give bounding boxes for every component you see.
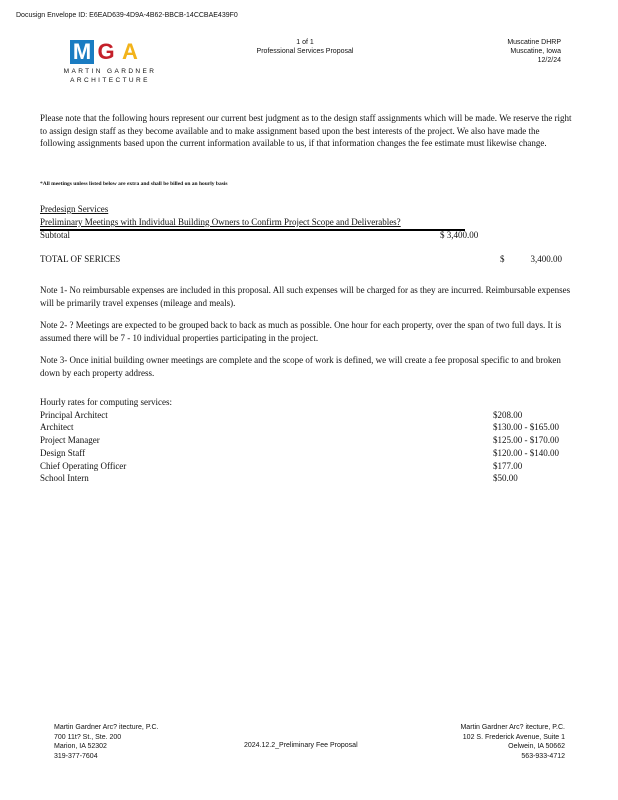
- company-logo: [55, 40, 165, 85]
- footer-left-line: 700 11t? St., Ste. 200: [54, 733, 122, 741]
- footer-left-line: Marion, IA 52302: [54, 743, 107, 750]
- rate-value: $208.00: [493, 409, 523, 420]
- divider: [40, 229, 465, 231]
- rate-role: Project Manager: [40, 435, 100, 446]
- subtotal-value: $ 3,400.00: [440, 230, 479, 240]
- intro-paragraph: Please note that the following hours represent our current best judgment as to the design staff assignments which will be made. We reserve the right to assign design staff as they become available and to make assignment based upon the best interests of the project. We also have made the following assignments based upon the current information available to us, if that information changes the fee estimate must likewise change.: [40, 113, 572, 149]
- rate-row: [40, 472, 570, 485]
- rate-row: [40, 460, 570, 473]
- rate-row: [40, 409, 570, 422]
- total-value: 3,400.00: [530, 254, 562, 264]
- rate-role: Design Staff: [40, 447, 86, 458]
- rates-table: [40, 396, 570, 485]
- rate-role: Architect: [40, 422, 74, 433]
- footer-left: [54, 723, 159, 761]
- rate-role: Principal Architect: [40, 409, 108, 420]
- total-currency: $: [500, 254, 505, 264]
- footer-left-line: 319-377-7604: [54, 752, 98, 760]
- rate-row: [40, 447, 570, 460]
- footer-right-line: Oelwein, IA 50662: [508, 743, 565, 750]
- total-label: TOTAL OF SERICES: [40, 254, 121, 264]
- note-2: Note 2- ? Meetings are expected to be grouped back to back as much as possible. One hour for each property, over the span of two full days. It is assumed there will be 7 - 10 individual properties participating in the project.: [40, 320, 562, 343]
- rate-value: $50.00: [493, 473, 518, 484]
- service-item: Preliminary Meetings with Individual Building Owners to Confirm Project Scope and Deliverables?: [40, 217, 401, 227]
- rates-heading: Hourly rates for computing services:: [40, 397, 172, 407]
- document-date: 12/2/24: [537, 57, 561, 64]
- footer-center: 2024.12.2_Preliminary Fee Proposal: [244, 742, 358, 749]
- footer-right-line: Martin Gardner Arc? itecture, P.C.: [460, 724, 565, 731]
- note-3: Note 3- Once initial building owner meetings are complete and the scope of work is defined, we will create a fee proposal specific to and broken down by each property address.: [40, 355, 561, 378]
- header-center: [200, 38, 410, 56]
- document-title: Professional Services Proposal: [256, 48, 354, 55]
- logo-g: G: [97, 39, 115, 64]
- logo-a: A: [122, 39, 138, 64]
- footer-right-line: 563-933-4712: [521, 752, 565, 760]
- rate-role: Chief Operating Officer: [40, 460, 127, 471]
- rate-row: [40, 421, 570, 434]
- header-right: [507, 38, 561, 65]
- project-location: Muscatine, Iowa: [510, 48, 561, 55]
- project-name: Muscatine DHRP: [507, 39, 561, 46]
- note-1: Note 1- No reimbursable expenses are included in this proposal. All such expenses will be charged for as they are incurred. Reimbursable expenses will be primarily travel expenses (mileage and meals).: [40, 285, 571, 308]
- rate-value: $177.00: [493, 460, 523, 471]
- logo-line1: MARTIN GARDNER: [63, 68, 157, 75]
- rate-value: $130.00 - $165.00: [493, 422, 559, 433]
- footer-left-line: Martin Gardner Arc? itecture, P.C.: [54, 724, 159, 731]
- footer-right-line: 102 S. Frederick Avenue, Suite 1: [462, 733, 565, 741]
- envelope-id: Docusign Envelope ID: E6EAD639-4D9A-4B62-BBCB-14CCBAE439F0: [16, 12, 238, 19]
- rate-role: School Intern: [40, 473, 89, 484]
- footer-right: [460, 723, 565, 761]
- subtotal-label: Subtotal: [40, 230, 71, 240]
- rate-row: [40, 434, 570, 447]
- rate-value: $125.00 - $170.00: [493, 435, 559, 446]
- services-heading: Predesign Services: [40, 204, 109, 214]
- meetings-note: *All meetings unless listed below are extra and shall be billed on an hourly basis: [40, 181, 228, 187]
- rate-value: $120.00 - $140.00: [493, 447, 559, 458]
- logo-m: M: [70, 40, 94, 64]
- logo-line2: ARCHITECTURE: [70, 77, 150, 84]
- page-number: 1 of 1: [296, 39, 314, 46]
